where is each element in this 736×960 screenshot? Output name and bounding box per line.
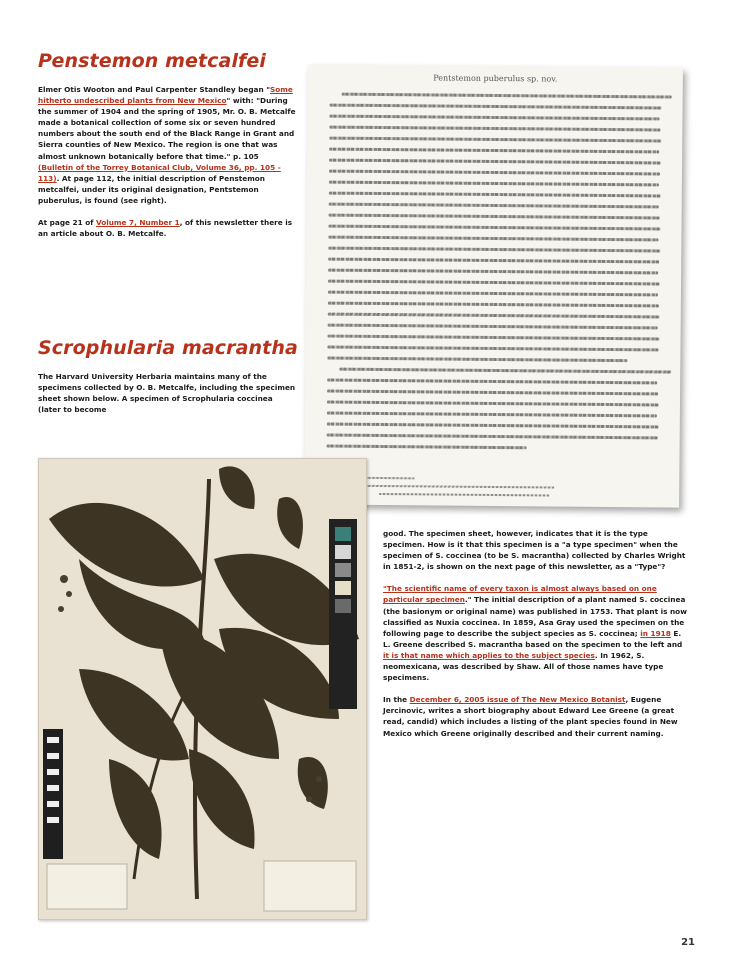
scan-text-line	[327, 423, 659, 429]
applies-to-species-link[interactable]: it is that name which applies to the subject species	[383, 650, 595, 660]
determination-label	[264, 861, 356, 911]
scan-text-line	[327, 357, 627, 363]
scan-text-line	[329, 192, 661, 198]
scanned-species-description	[304, 64, 683, 507]
scan-text-line	[327, 379, 657, 385]
p3-text-pre: In the	[383, 695, 410, 705]
specimen-illustration	[39, 459, 366, 919]
scan-text-line	[327, 445, 527, 450]
scan-text-line	[329, 214, 660, 220]
p2-text-pre: At page 21 of	[38, 218, 96, 228]
scan-text-line	[329, 159, 661, 165]
scan-text-line	[330, 104, 662, 110]
scan-text-line	[328, 291, 658, 297]
p2-text-a: ." The initial description of a plant named S. coccinea (the basionym or original name) was published in 1753. That plant is now classified as Nuxia coccinea. In 1859, Asa Gray used the specimen on the following page to describe the subject species as S. coccinea;	[383, 595, 687, 638]
p2-text-b: E. L. Greene described S. macrantha based on the specimen to the left and	[383, 628, 683, 649]
page-number: 21	[681, 937, 695, 948]
scan-text-line	[328, 258, 659, 264]
greene-biography-paragraph	[383, 694, 689, 738]
scan-text-line	[329, 181, 659, 187]
scan-text-line	[328, 280, 660, 286]
type-specimen-paragraph: good. The specimen sheet, however, indicates that it is the type specimen. How is it that this specimen is a "a type specimen" when the specimen of S. coccinea (to be S. macrantha) collected by Charles Wright in 1851-2, is shown on the next page of this newsletter, as a "Type"?	[383, 529, 686, 572]
scan-text-line	[327, 412, 657, 418]
scan-text-line	[342, 93, 672, 99]
color-calibration-strip	[329, 519, 357, 709]
scientific-name-paragraph	[383, 583, 689, 683]
scan-text-line	[328, 313, 660, 319]
scan-text-line	[329, 203, 659, 209]
scan-text-line	[327, 434, 658, 440]
scan-text-line	[327, 401, 659, 407]
new-mexico-botanist-link[interactable]: December 6, 2005 issue of The New Mexico Botanist	[409, 695, 626, 705]
scan-heading: Pentstemon puberulus sp. nov.	[433, 73, 558, 84]
scan-text-line	[328, 236, 658, 242]
type-specimen-article	[383, 528, 689, 750]
scale-ruler	[43, 729, 63, 859]
torrey-bulletin-link[interactable]: (Bulletin of the Torrey Botanical Club, Volume 36, pp. 105 - 113)	[38, 162, 281, 183]
in-1918-link[interactable]: in 1918	[640, 628, 671, 638]
ref-text-post: . At page 112, the initial description of Penstemon metcalfei, under its original designation, Pentstemon puberulus, is found (see right).	[38, 173, 266, 205]
harvard-herbaria-paragraph: The Harvard University Herbaria maintains many of the specimens collected by O. B. Metcalfe, including the specimen sheet shown below. A specimen of Scrophularia coccinea (later to become	[38, 372, 296, 415]
intro-text-pre: Wooton and Paul Carpenter Standley began "	[83, 85, 271, 94]
scrophularia-intro	[38, 371, 296, 426]
section-title-penstemon: Penstemon metcalfei	[38, 50, 267, 72]
scan-text-line	[329, 115, 659, 121]
intro-text-post: " with: "During the summer of 1904 and the spring of 1905, Mr. O. B. Metcalfe made a botanical collection of some six or seven hundred numbers about the south end of the Black Range in Grant and Sierra counties of New Mexico. The region is one that was almost unknown botanically before that time." p. 105	[38, 96, 296, 161]
intro-text-before-link: Elmer Otis	[38, 85, 84, 94]
p2-text-c: . In 1962, S. neomexicana, was described by Shaw. All of those names have type specimens.	[383, 650, 664, 683]
scan-text-line	[329, 126, 660, 132]
scan-text-line	[328, 335, 660, 341]
scan-text-line	[328, 302, 659, 308]
section-title-scrophularia: Scrophularia macrantha	[38, 337, 298, 359]
scan-text-line	[328, 269, 658, 275]
scan-text-line	[327, 390, 658, 396]
scan-text-line	[329, 137, 661, 143]
p3-text-post: , Eugene Jercinovic, writes a short biography about Edward Lee Greene (a great read, candid) which includes a listing of the plant species found in New Mexico which Greene originally described and their current naming.	[383, 695, 678, 738]
p2-text-post: , of this newsletter there is an article about O. B. Metcalfe.	[38, 218, 293, 239]
scan-text-line	[327, 346, 658, 352]
penstemon-intro-paragraph	[38, 84, 296, 206]
scan-text-line	[329, 225, 661, 231]
penstemon-article	[38, 84, 296, 250]
collection-label	[47, 864, 127, 909]
scientific-name-link[interactable]: "The scientific name of every taxon is almost always based on one particular specimen	[383, 584, 657, 605]
scan-text-line	[328, 247, 660, 253]
scan-text-line	[329, 148, 659, 154]
herbarium-specimen-image	[38, 458, 367, 920]
metcalfe-article-paragraph	[38, 217, 296, 239]
scan-text-lines	[308, 64, 683, 67]
scan-text-line	[339, 368, 671, 374]
scan-text-line	[328, 324, 658, 330]
hitherto-undescribed-link[interactable]: Some hitherto undescribed plants from New Mexico	[38, 85, 293, 106]
volume-7-link[interactable]: Volume 7, Number 1	[95, 218, 180, 228]
scan-text-line	[329, 170, 660, 176]
